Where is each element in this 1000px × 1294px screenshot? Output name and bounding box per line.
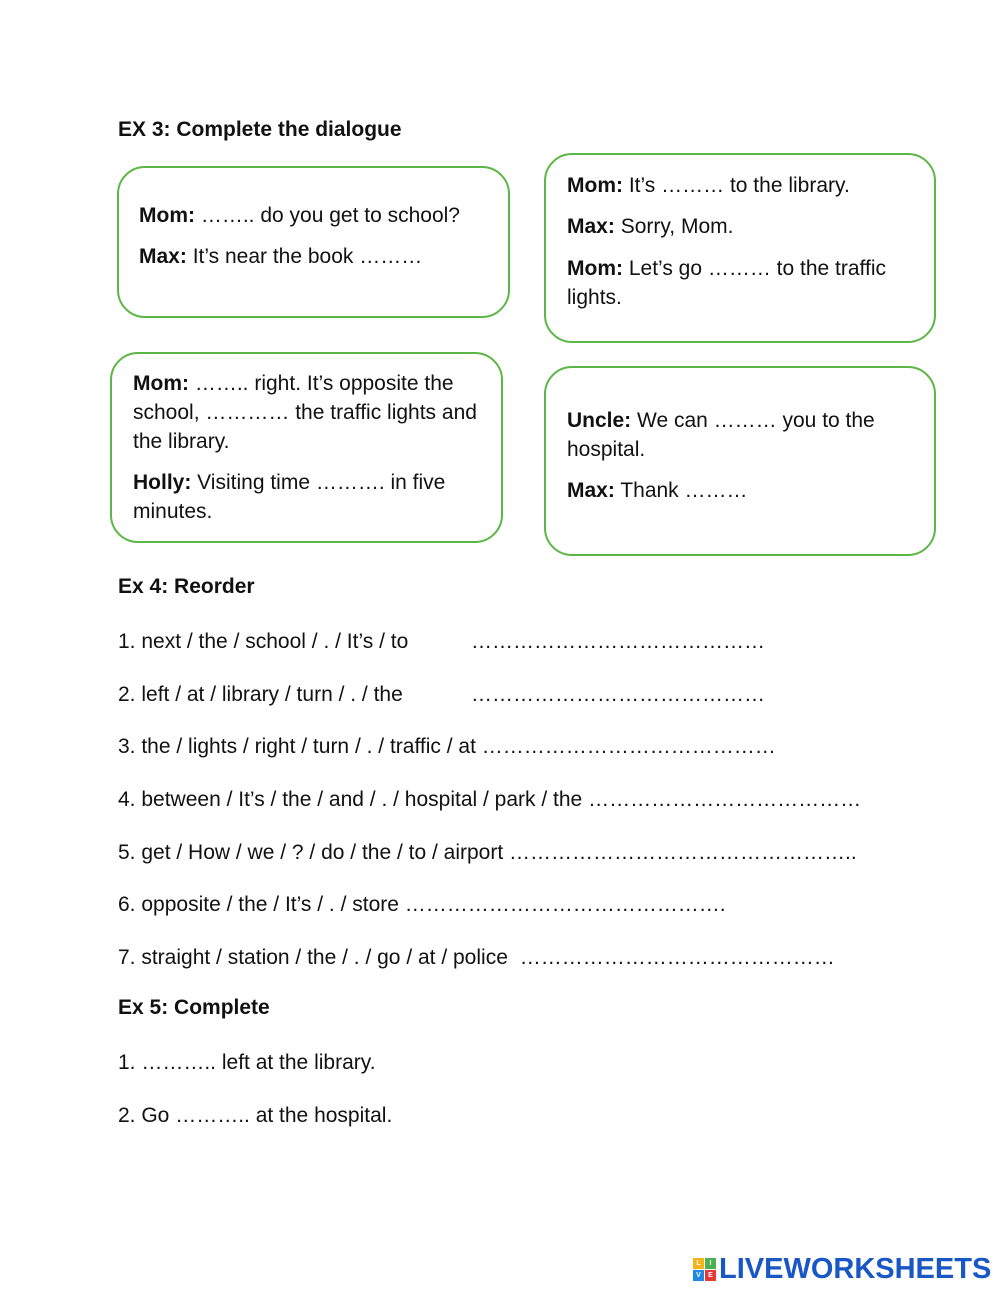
dialogue-text: It’s near the book ……… <box>186 245 423 268</box>
speaker-name: Holly: <box>133 471 192 494</box>
logo-text: LIVEWORKSHEETS <box>719 1252 992 1285</box>
dialogue-line <box>139 201 460 230</box>
logo-squares-icon <box>693 1258 716 1281</box>
speaker-name: Max: <box>567 215 615 238</box>
dialogue-text: …….. do you get to school? <box>195 204 460 227</box>
reorder-prompt: 4. between / It’s / the / and / . / hospital / park / the <box>118 788 583 811</box>
dialogue-line <box>133 369 478 456</box>
answer-blank[interactable]: …………………………………… <box>481 735 776 758</box>
reorder-item <box>118 890 726 919</box>
speaker-name: Mom: <box>133 372 189 395</box>
reorder-item <box>118 943 835 972</box>
dialogue-line <box>567 476 748 505</box>
reorder-prompt: 3. the / lights / right / turn / . / traffic / at <box>118 735 476 758</box>
ex3-title: EX 3: Complete the dialogue <box>118 118 402 141</box>
speaker-name: Mom: <box>567 174 623 197</box>
answer-blank[interactable]: ………………………………… <box>588 788 862 811</box>
dialogue-box-2 <box>544 153 936 343</box>
reorder-prompt: 5. get / How / we / ? / do / the / to / airport <box>118 841 504 864</box>
answer-blank[interactable]: ………………………………………….. <box>509 841 857 864</box>
dialogue-text: Let’s go ……… to the traffic lights. <box>567 257 887 309</box>
complete-item[interactable]: 1. ……….. left at the library. <box>118 1051 376 1074</box>
dialogue-line <box>567 212 733 241</box>
speaker-name: Max: <box>567 479 615 502</box>
dialogue-text: Sorry, Mom. <box>614 215 734 238</box>
dialogue-line <box>567 171 850 200</box>
complete-item[interactable]: 2. Go ……….. at the hospital. <box>118 1104 393 1127</box>
dialogue-box-3 <box>110 352 503 543</box>
answer-blank[interactable]: …………………………………… <box>471 683 765 706</box>
dialogue-line <box>139 242 422 271</box>
reorder-prompt: 7. straight / station / the / . / go / at / police <box>118 946 508 969</box>
liveworksheets-logo <box>693 1253 991 1285</box>
dialogue-line <box>133 468 483 526</box>
answer-blank[interactable]: …………………………………… <box>471 630 765 653</box>
logo-square: E <box>705 1270 716 1281</box>
reorder-item <box>118 785 861 814</box>
logo-square: I <box>705 1258 716 1269</box>
ex4-title: Ex 4: Reorder <box>118 575 255 598</box>
logo-square: L <box>693 1258 704 1269</box>
dialogue-text: It’s ……… to the library. <box>623 174 850 197</box>
reorder-prompt: 1. next / the / school / . / It’s / to <box>118 630 409 653</box>
dialogue-box-1 <box>117 166 510 318</box>
ex5-title: Ex 5: Complete <box>118 996 270 1019</box>
speaker-name: Uncle: <box>567 409 632 432</box>
dialogue-text: We can ……… you to the hospital. <box>567 409 875 461</box>
logo-square: V <box>693 1270 704 1281</box>
dialogue-text: Visiting time ………. in five minutes. <box>133 471 446 523</box>
dialogue-text: …….. right. It’s opposite the school, ………… the traffic lights and the library. <box>133 372 477 453</box>
reorder-item <box>118 627 408 656</box>
dialogue-line <box>567 406 917 464</box>
dialogue-line <box>567 254 887 312</box>
reorder-item <box>118 732 776 761</box>
reorder-prompt: 6. opposite / the / It’s / . / store <box>118 893 399 916</box>
reorder-item <box>118 838 857 867</box>
speaker-name: Mom: <box>139 204 195 227</box>
reorder-item <box>118 680 403 709</box>
dialogue-text: Thank ……… <box>614 479 748 502</box>
dialogue-box-4 <box>544 366 936 556</box>
answer-blank[interactable]: ……………………………………… <box>519 946 835 969</box>
speaker-name: Mom: <box>567 257 623 280</box>
reorder-prompt: 2. left / at / library / turn / . / the <box>118 683 403 706</box>
speaker-name: Max: <box>139 245 187 268</box>
answer-blank[interactable]: ………………………………………. <box>404 893 726 916</box>
